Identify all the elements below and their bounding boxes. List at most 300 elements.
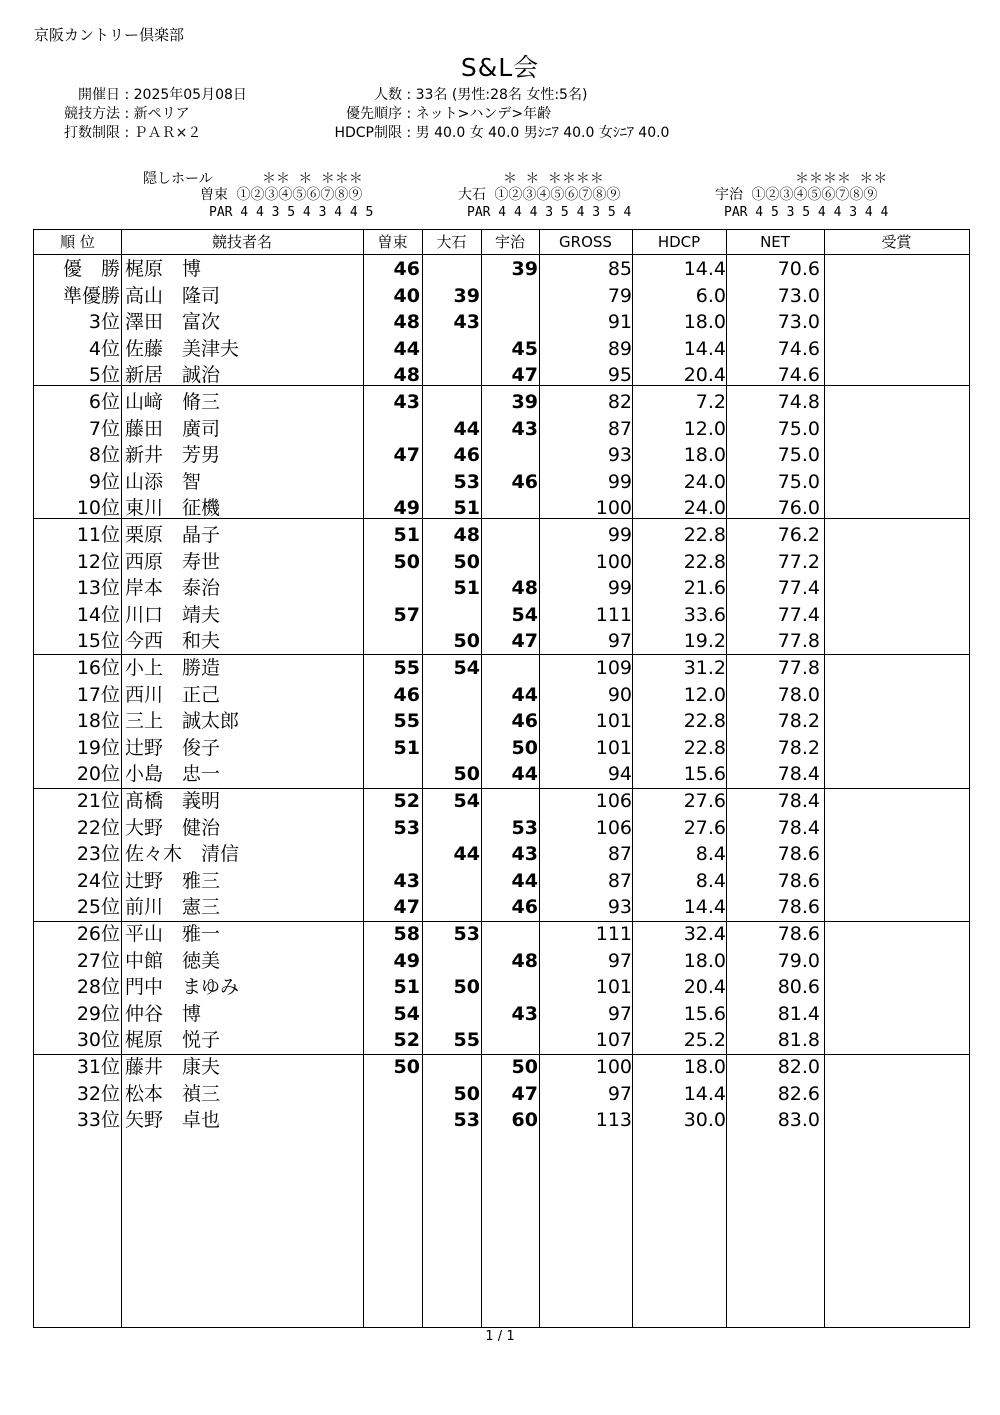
gross-cell: 111 xyxy=(595,923,632,945)
sotsuka-score: 43 xyxy=(393,869,420,892)
hdcp-cell: 7.2 xyxy=(695,391,726,413)
table-row xyxy=(34,256,969,282)
oishi-score: 50 xyxy=(453,976,480,999)
hole-marks-oishi: ①②③④⑤⑥⑦⑧⑨ xyxy=(494,187,621,203)
gross-cell: 97 xyxy=(607,1002,632,1025)
uji-score: 43 xyxy=(511,417,538,440)
uji-score: 50 xyxy=(511,736,538,759)
count-label: 人数 xyxy=(374,87,402,103)
gross-cell: 94 xyxy=(607,763,632,786)
uji-score xyxy=(482,309,538,335)
sotsuka-score: 49 xyxy=(393,497,420,520)
gross-cell: 101 xyxy=(595,710,632,733)
name-cell: 藤井 康夫 xyxy=(125,1056,221,1078)
gross-cell: 111 xyxy=(595,603,632,626)
gross-cell: 97 xyxy=(607,1082,632,1105)
uji-score xyxy=(482,522,538,548)
table-row xyxy=(34,788,969,814)
rank-cell: 14位 xyxy=(76,603,120,626)
hdcp-label: HDCP制限 xyxy=(334,125,402,141)
gross-cell: 95 xyxy=(607,364,632,387)
info-left: 開催日 : 2025年05月08日 競技方法 : 新ペリア 打数制限 : ＰＡＲ×２ xyxy=(0,86,247,143)
net-cell: 77.4 xyxy=(777,577,820,600)
gross-cell: 113 xyxy=(595,1109,632,1132)
hdcp-cell: 15.6 xyxy=(683,1002,726,1025)
sotsuka-score xyxy=(364,575,420,601)
col-net-header: NET xyxy=(760,233,790,251)
rank-cell: 13位 xyxy=(76,577,120,600)
name-cell: 大野 健治 xyxy=(125,816,221,839)
net-cell: 73.0 xyxy=(777,284,820,307)
page-title: S&L会 xyxy=(460,53,540,82)
sotsuka-score: 44 xyxy=(393,337,420,360)
hdcp-cell: 14.4 xyxy=(683,337,726,360)
name-cell: 辻野 雅三 xyxy=(125,869,221,892)
name-cell: 西原 寿世 xyxy=(125,550,221,573)
hdcp-cell: 18.0 xyxy=(683,444,726,467)
oishi-score xyxy=(423,682,480,708)
gross-cell: 106 xyxy=(595,790,632,812)
table-row xyxy=(34,389,969,415)
course-holes-oishi xyxy=(458,187,620,203)
net-cell: 74.8 xyxy=(777,391,820,413)
net-cell: 77.8 xyxy=(777,657,820,679)
uji-score xyxy=(482,1027,538,1053)
rank-cell: 29位 xyxy=(76,1002,120,1025)
table-row xyxy=(34,815,969,841)
sotsuka-score: 55 xyxy=(393,657,420,679)
uji-score: 48 xyxy=(511,949,538,972)
name-cell: 平山 雅一 xyxy=(125,923,221,945)
table-row xyxy=(34,841,969,867)
hdcp-cell: 22.8 xyxy=(683,550,726,573)
hole-marks-uji: ①②③④⑤⑥⑦⑧⑨ xyxy=(751,187,878,203)
net-cell: 76.0 xyxy=(777,497,820,520)
net-cell: 78.6 xyxy=(777,896,820,919)
name-cell: 髙橋 義明 xyxy=(125,790,221,812)
net-cell: 78.4 xyxy=(777,763,820,786)
rank-cell: 11位 xyxy=(76,524,120,546)
oishi-score xyxy=(423,868,480,894)
oishi-score: 46 xyxy=(453,444,480,467)
oishi-score: 53 xyxy=(453,470,480,493)
hdcp-cell: 21.6 xyxy=(683,577,726,600)
rank-cell: 準優勝 xyxy=(62,284,120,307)
col-name-header: 競技者名 xyxy=(211,233,272,251)
limit-label: 打数制限 xyxy=(64,125,120,141)
net-cell: 78.4 xyxy=(777,790,820,812)
sotsuka-score: 55 xyxy=(393,710,420,733)
hdcp-cell: 15.6 xyxy=(683,763,726,786)
hdcp-cell: 27.6 xyxy=(683,816,726,839)
sotsuka-score: 40 xyxy=(393,284,420,307)
name-cell: 新居 誠治 xyxy=(125,364,221,387)
gross-cell: 100 xyxy=(595,497,632,520)
hidden-stars-uji: ＊＊＊＊ ＊＊ xyxy=(795,171,888,187)
uji-score: 54 xyxy=(511,603,538,626)
rank-cell: 21位 xyxy=(76,790,120,812)
rank-cell: 26位 xyxy=(76,923,120,945)
course-name-oishi: 大石 xyxy=(458,187,486,203)
gross-cell: 101 xyxy=(595,976,632,999)
gross-cell: 91 xyxy=(607,311,632,334)
oishi-score: 48 xyxy=(453,524,480,546)
gross-cell: 79 xyxy=(607,284,632,307)
uji-score: 47 xyxy=(511,630,538,653)
name-cell: 新井 芳男 xyxy=(125,444,221,467)
table-row xyxy=(34,549,969,575)
name-cell: 佐藤 美津夫 xyxy=(125,337,240,360)
oishi-score xyxy=(423,708,480,734)
oishi-score: 53 xyxy=(453,923,480,945)
sotsuka-score: 53 xyxy=(393,816,420,839)
net-cell: 73.0 xyxy=(777,311,820,334)
table-row xyxy=(34,309,969,335)
hdcp-cell: 18.0 xyxy=(683,311,726,334)
club-name: 京阪カントリー倶楽部 xyxy=(34,26,185,44)
hdcp-cell: 27.6 xyxy=(683,790,726,812)
par-row-uji: PAR 4 5 3 5 4 4 3 4 4 xyxy=(724,205,889,220)
table-row xyxy=(34,974,969,1000)
net-cell: 76.2 xyxy=(777,524,820,546)
rank-cell: 33位 xyxy=(76,1109,120,1132)
table-row xyxy=(34,522,969,548)
gross-cell: 93 xyxy=(607,444,632,467)
net-cell: 74.6 xyxy=(777,364,820,387)
net-cell: 77.2 xyxy=(777,550,820,573)
table-row xyxy=(34,469,969,495)
table-row xyxy=(34,682,969,708)
sotsuka-score: 52 xyxy=(393,1029,420,1052)
hdcp-cell: 19.2 xyxy=(683,630,726,653)
net-cell: 78.6 xyxy=(777,869,820,892)
priority-label: 優先順序 xyxy=(346,106,402,122)
sotsuka-score xyxy=(364,841,420,867)
net-cell: 80.6 xyxy=(777,976,820,999)
sotsuka-score: 51 xyxy=(393,976,420,999)
rank-cell: 19位 xyxy=(76,736,120,759)
rank-cell: 22位 xyxy=(76,816,120,839)
net-cell: 82.6 xyxy=(777,1082,820,1105)
gross-cell: 89 xyxy=(607,337,632,360)
gross-cell: 87 xyxy=(607,417,632,440)
oishi-score xyxy=(423,1001,480,1027)
uji-score xyxy=(482,442,538,468)
net-cell: 78.0 xyxy=(777,683,820,706)
oishi-score: 50 xyxy=(453,630,480,653)
table-row xyxy=(34,362,969,388)
sotsuka-score: 51 xyxy=(393,524,420,546)
uji-score: 50 xyxy=(511,1056,538,1078)
net-cell: 79.0 xyxy=(777,949,820,972)
table-row xyxy=(34,416,969,442)
count-value: 33名 (男性:28名 女性:5名) xyxy=(415,87,588,103)
oishi-score: 53 xyxy=(453,1109,480,1132)
date-label: 開催日 xyxy=(78,87,120,103)
rank-cell: 9位 xyxy=(88,470,120,493)
uji-score xyxy=(482,921,538,947)
oishi-score: 44 xyxy=(453,843,480,866)
rank-cell: 32位 xyxy=(76,1082,120,1105)
gross-cell: 100 xyxy=(595,550,632,573)
uji-score: 47 xyxy=(511,1082,538,1105)
uji-score xyxy=(482,788,538,814)
rank-cell: 28位 xyxy=(76,976,120,999)
hdcp-cell: 31.2 xyxy=(683,657,726,679)
net-cell: 77.8 xyxy=(777,630,820,653)
uji-score: 43 xyxy=(511,843,538,866)
uji-score: 43 xyxy=(511,1002,538,1025)
gross-cell: 87 xyxy=(607,843,632,866)
net-cell: 78.6 xyxy=(777,843,820,866)
sotsuka-score: 52 xyxy=(393,790,420,812)
table-row xyxy=(34,336,969,362)
par-row-sotsuka: PAR 4 4 3 5 4 3 4 4 5 xyxy=(209,205,374,220)
name-cell: 前川 憲三 xyxy=(125,896,221,919)
name-cell: 東川 征機 xyxy=(125,497,221,520)
name-cell: 栗原 晶子 xyxy=(125,524,221,546)
sotsuka-score: 46 xyxy=(393,683,420,706)
sotsuka-score: 46 xyxy=(393,258,420,280)
table-row xyxy=(34,761,969,787)
rank-cell: 6位 xyxy=(88,391,120,413)
par-row-oishi: PAR 4 4 4 3 5 4 3 5 4 xyxy=(467,205,632,220)
sotsuka-score xyxy=(364,761,420,787)
hole-marks-sotsuka: ①②③④⑤⑥⑦⑧⑨ xyxy=(236,187,363,203)
uji-score: 60 xyxy=(511,1109,538,1132)
hdcp-cell: 14.4 xyxy=(683,896,726,919)
name-cell: 門中 まゆみ xyxy=(125,976,240,999)
name-cell: 岸本 泰治 xyxy=(125,577,221,600)
rank-cell: 7位 xyxy=(88,417,120,440)
hdcp-cell: 22.8 xyxy=(683,710,726,733)
rank-cell: 20位 xyxy=(76,763,120,786)
name-cell: 小島 忠一 xyxy=(125,763,221,786)
name-cell: 梶原 悦子 xyxy=(125,1029,221,1052)
sotsuka-score xyxy=(364,628,420,654)
oishi-score: 50 xyxy=(453,763,480,786)
table-row xyxy=(34,283,969,309)
rank-cell: 5位 xyxy=(88,364,120,387)
table-row xyxy=(34,655,969,681)
table-row xyxy=(34,921,969,947)
hdcp-cell: 6.0 xyxy=(695,284,726,307)
rank-cell: 優 勝 xyxy=(62,258,120,280)
hdcp-cell: 32.4 xyxy=(683,923,726,945)
hdcp-cell: 8.4 xyxy=(695,869,726,892)
table-row xyxy=(34,708,969,734)
uji-score xyxy=(482,974,538,1000)
oishi-score xyxy=(423,602,480,628)
name-cell: 小上 勝造 xyxy=(125,657,221,679)
rank-cell: 10位 xyxy=(76,497,120,520)
sotsuka-score: 48 xyxy=(393,364,420,387)
name-cell: 山添 智 xyxy=(125,470,202,493)
table-row xyxy=(34,495,969,521)
oishi-score xyxy=(423,735,480,761)
col-uji-header: 宇治 xyxy=(494,233,525,251)
sotsuka-score: 57 xyxy=(393,603,420,626)
table-row xyxy=(34,602,969,628)
net-cell: 75.0 xyxy=(777,417,820,440)
gross-cell: 93 xyxy=(607,896,632,919)
sotsuka-score: 58 xyxy=(393,923,420,945)
hdcp-cell: 12.0 xyxy=(683,417,726,440)
hdcp-cell: 33.6 xyxy=(683,603,726,626)
hidden-stars-oishi: ＊ ＊ ＊＊＊＊ xyxy=(503,171,604,187)
course-holes-uji xyxy=(715,187,877,203)
oishi-score: 54 xyxy=(453,790,480,812)
uji-score xyxy=(482,655,538,681)
hdcp-cell: 20.4 xyxy=(683,976,726,999)
sotsuka-score xyxy=(364,1107,420,1133)
hdcp-value: 男 40.0 女 40.0 男ｼﾆｱ 40.0 女ｼﾆｱ 40.0 xyxy=(415,125,670,141)
hidden-hole-label: 隠しホール xyxy=(143,171,213,187)
rank-cell: 31位 xyxy=(76,1056,120,1078)
name-cell: 中館 徳美 xyxy=(125,949,221,972)
page-number: 1 / 1 xyxy=(485,1329,515,1344)
sotsuka-score xyxy=(364,1081,420,1107)
uji-score: 47 xyxy=(511,364,538,387)
name-cell: 仲谷 博 xyxy=(125,1002,202,1025)
hdcp-cell: 24.0 xyxy=(683,470,726,493)
net-cell: 77.4 xyxy=(777,603,820,626)
oishi-score: 51 xyxy=(453,497,480,520)
table-row xyxy=(34,1001,969,1027)
net-cell: 70.6 xyxy=(777,258,820,280)
rank-cell: 8位 xyxy=(88,444,120,467)
oishi-score xyxy=(423,256,480,282)
hdcp-cell: 22.8 xyxy=(683,524,726,546)
oishi-score xyxy=(423,362,480,388)
hidden-stars-sotsuka: ＊＊ ＊ ＊＊＊ xyxy=(262,171,363,187)
name-cell: 佐々木 清信 xyxy=(125,843,240,866)
col-rank-header: 順 位 xyxy=(60,233,95,251)
rank-cell: 30位 xyxy=(76,1029,120,1052)
uji-score xyxy=(482,549,538,575)
date-value: 2025年05月08日 xyxy=(133,87,247,103)
table-row xyxy=(34,1107,969,1133)
oishi-score: 44 xyxy=(453,417,480,440)
sotsuka-score: 54 xyxy=(393,1002,420,1025)
gross-cell: 107 xyxy=(595,1029,632,1052)
name-cell: 西川 正己 xyxy=(125,683,221,706)
rank-cell: 27位 xyxy=(76,949,120,972)
oishi-score xyxy=(423,336,480,362)
sotsuka-score: 50 xyxy=(393,550,420,573)
sotsuka-score: 47 xyxy=(393,896,420,919)
table-row xyxy=(34,735,969,761)
oishi-score: 55 xyxy=(453,1029,480,1052)
net-cell: 82.0 xyxy=(777,1056,820,1078)
gross-cell: 109 xyxy=(595,657,632,679)
course-holes-sotsuka xyxy=(200,187,362,203)
uji-score: 39 xyxy=(511,258,538,280)
gross-cell: 101 xyxy=(595,736,632,759)
net-cell: 78.2 xyxy=(777,710,820,733)
sotsuka-score: 48 xyxy=(393,311,420,334)
rank-cell: 25位 xyxy=(76,896,120,919)
uji-score: 44 xyxy=(511,869,538,892)
info-right: 人数 : 33名 (男性:28名 女性:5名) 優先順序 : ネット>ハンデ>年齢 HDCP制限 : 男 40.0 女 40.0 男ｼﾆｱ 40.0 女ｼﾆｱ 40.0 xyxy=(232,86,669,143)
uji-score xyxy=(482,495,538,521)
method-value: 新ペリア xyxy=(133,106,190,122)
rank-cell: 24位 xyxy=(76,869,120,892)
net-cell: 75.0 xyxy=(777,444,820,467)
hdcp-cell: 8.4 xyxy=(695,843,726,866)
uji-score: 45 xyxy=(511,337,538,360)
sotsuka-score: 50 xyxy=(393,1056,420,1078)
oishi-score xyxy=(423,948,480,974)
name-cell: 藤田 廣司 xyxy=(125,417,221,440)
course-name-uji: 宇治 xyxy=(715,187,743,203)
net-cell: 81.8 xyxy=(777,1029,820,1052)
oishi-score: 43 xyxy=(453,311,480,334)
priority-value: ネット>ハンデ>年齢 xyxy=(415,106,552,122)
rank-cell: 15位 xyxy=(76,630,120,653)
table-row xyxy=(34,894,969,920)
gross-cell: 97 xyxy=(607,949,632,972)
oishi-score: 54 xyxy=(453,657,480,679)
oishi-score: 51 xyxy=(453,577,480,600)
uji-score: 46 xyxy=(511,470,538,493)
oishi-score xyxy=(423,389,480,415)
name-cell: 辻野 俊子 xyxy=(125,736,221,759)
table-row xyxy=(34,948,969,974)
uji-score: 48 xyxy=(511,577,538,600)
table-row xyxy=(34,442,969,468)
results-table xyxy=(33,229,970,1328)
net-cell: 78.4 xyxy=(777,816,820,839)
rank-cell: 16位 xyxy=(76,657,120,679)
oishi-score: 39 xyxy=(453,284,480,307)
hdcp-cell: 18.0 xyxy=(683,1056,726,1078)
name-cell: 川口 靖夫 xyxy=(125,603,221,626)
uji-score xyxy=(482,283,538,309)
gross-cell: 100 xyxy=(595,1056,632,1078)
col-sotsuka-header: 曽束 xyxy=(377,233,408,251)
sotsuka-score xyxy=(364,469,420,495)
col-hdcp-header: HDCP xyxy=(657,233,701,251)
gross-cell: 99 xyxy=(607,577,632,600)
hdcp-cell: 14.4 xyxy=(683,258,726,280)
oishi-score: 50 xyxy=(453,1082,480,1105)
uji-score: 44 xyxy=(511,683,538,706)
gross-cell: 87 xyxy=(607,869,632,892)
hdcp-cell: 12.0 xyxy=(683,683,726,706)
method-label: 競技方法 xyxy=(64,106,120,122)
table-row xyxy=(34,868,969,894)
table-row xyxy=(34,575,969,601)
rank-cell: 18位 xyxy=(76,710,120,733)
hdcp-cell: 18.0 xyxy=(683,949,726,972)
hdcp-cell: 22.8 xyxy=(683,736,726,759)
net-cell: 78.2 xyxy=(777,736,820,759)
sotsuka-score: 43 xyxy=(393,391,420,413)
table-row xyxy=(34,1054,969,1080)
uji-score: 39 xyxy=(511,391,538,413)
gross-cell: 90 xyxy=(607,683,632,706)
gross-cell: 106 xyxy=(595,816,632,839)
oishi-score xyxy=(423,894,480,920)
table-row xyxy=(34,1027,969,1053)
name-cell: 今西 和夫 xyxy=(125,630,221,653)
name-cell: 松本 禎三 xyxy=(125,1082,221,1105)
col-award-header: 受賞 xyxy=(881,233,912,251)
name-cell: 山﨑 脩三 xyxy=(125,391,221,413)
net-cell: 81.4 xyxy=(777,1002,820,1025)
sotsuka-score xyxy=(364,416,420,442)
